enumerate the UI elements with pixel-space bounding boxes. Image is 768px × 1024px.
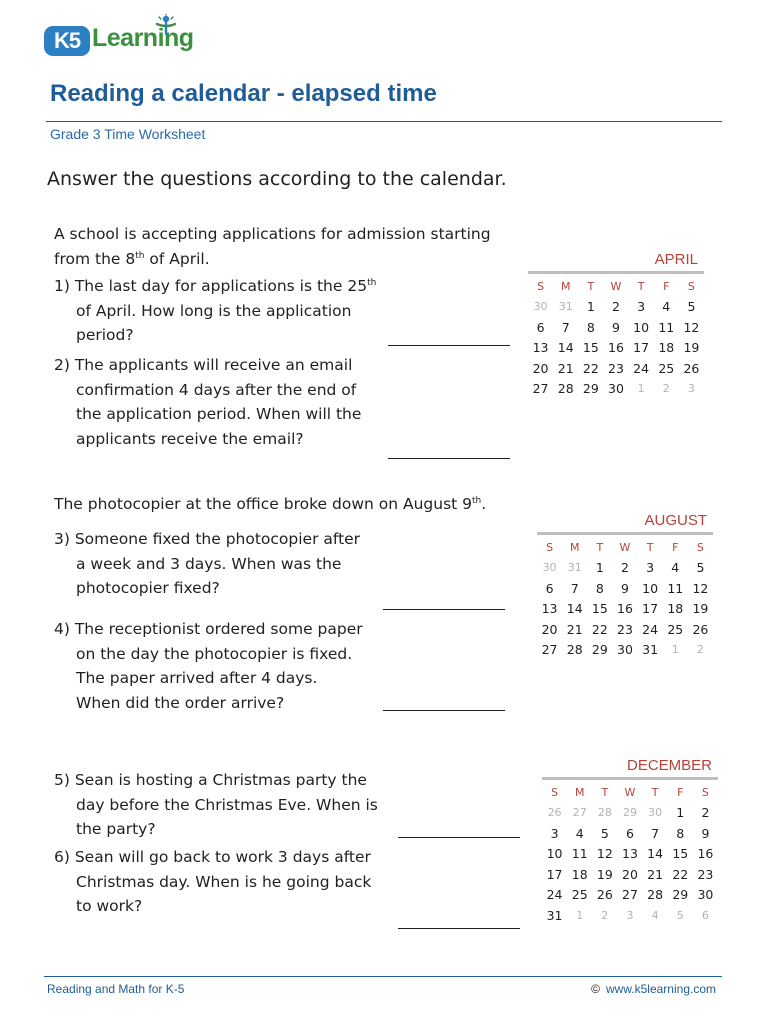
calendar-day: 27 [532,381,549,396]
calendar-day: 18 [571,866,588,882]
calendar-day: 28 [557,381,574,396]
calendar-day: 27 [541,642,558,657]
q3-line2: a week and 3 days. When was the [76,554,342,573]
calendar-day: 30 [617,642,633,657]
calendar-weekday: T [587,280,595,293]
calendar-day: 2 [621,560,629,575]
calendar-day: 21 [557,360,574,376]
calendar-weekday: S [687,280,695,293]
q3-line1: 3) Someone fixed the photocopier after [54,530,361,548]
calendar-day: 3 [550,825,559,841]
calendar-weekday: S [551,786,559,799]
calendar-day: 10 [546,846,563,861]
section1-intro [54,222,491,271]
answer-blank-5[interactable] [398,837,520,838]
calendar-divider [537,532,713,535]
q5-line1: 5) Sean is hosting a Christmas party the [54,771,367,789]
q2-line4: applicants receive the email? [76,429,304,448]
question-2 [54,353,361,451]
worksheet-subtitle: Grade 3 Time Worksheet [50,126,206,142]
calendar-day: 6 [545,580,554,596]
calendar-day-outside-month: 1 [671,643,679,656]
calendar-day: 23 [608,360,624,376]
section1-intro-line2: from the 8th of April. [54,249,210,268]
answer-blank-1[interactable] [388,345,510,346]
calendar-day: 10 [633,319,650,335]
calendar-day: 25 [658,360,675,376]
question-4 [54,617,363,715]
logo-wordmark: Learning [92,24,194,52]
calendar-day: 12 [683,319,700,335]
calendar-day: 13 [541,601,558,616]
calendar-day: 29 [672,887,689,902]
q1-line3: period? [76,326,134,344]
calendar-grid [537,538,713,661]
question-6 [54,845,371,919]
calendar-day: 7 [570,580,579,596]
calendar-day: 20 [532,360,549,376]
calendar-april [528,250,704,400]
calendar-day-outside-month: 26 [547,806,562,819]
calendar-day-outside-month: 3 [626,908,634,922]
calendar-day: 13 [622,846,638,861]
calendar-august [537,511,713,661]
calendar-day: 23 [617,621,633,637]
calendar-day: 15 [672,846,689,861]
q6-line2: Christmas day. When is he going back [76,872,372,891]
calendar-day-outside-month: 2 [601,908,609,922]
calendar-weekday: T [646,541,654,554]
calendar-day-outside-month: 29 [622,806,637,819]
calendar-day: 20 [622,866,638,882]
calendar-day: 24 [546,887,563,902]
q2-line3: the application period. When will the [76,405,362,423]
calendar-day: 14 [557,340,574,355]
footer-divider [44,976,722,977]
calendar-day: 3 [646,560,655,575]
calendar-weekday: F [677,786,684,799]
calendar-day: 6 [626,825,634,841]
calendar-day-outside-month: 3 [687,382,695,395]
calendar-day: 28 [566,642,583,657]
calendar-day: 26 [596,887,613,902]
calendar-grid [528,277,704,400]
calendar-weekday: T [596,541,604,554]
calendar-december [542,756,718,926]
question-3 [54,527,360,601]
calendar-day: 16 [608,340,624,355]
calendar-day: 15 [582,340,599,355]
q3-line3: photocopier fixed? [76,579,220,597]
calendar-day-outside-month: 2 [696,643,704,656]
logo-figure-icon [154,14,178,36]
calendar-day: 5 [687,299,696,314]
calendar-day: 11 [571,846,588,861]
calendar-day: 9 [621,580,629,596]
section1-intro-line1: A school is accepting applications for admission starting [54,225,491,243]
q4-line3: The paper arrived after 4 days. [76,669,318,687]
calendar-day-outside-month: 5 [676,908,684,922]
calendar-day: 1 [595,560,604,575]
footer-tagline: Reading and Math for K-5 [47,982,185,996]
calendar-weekday: M [574,786,585,799]
calendar-day: 29 [582,381,599,396]
calendar-day: 26 [692,621,709,637]
calendar-day: 8 [586,319,595,335]
calendar-day: 13 [532,340,549,355]
answer-blank-2[interactable] [388,458,510,459]
calendar-day: 11 [667,580,684,596]
q5-line2: day before the Christmas Eve. When is [76,795,378,814]
calendar-day: 30 [608,381,624,396]
calendar-day: 11 [658,319,675,335]
calendar-weekday: W [624,786,636,799]
footer-website[interactable] [591,982,716,996]
calendar-day: 9 [701,825,710,841]
calendar-weekday: S [546,541,554,554]
calendar-day: 24 [642,621,659,637]
calendar-day: 27 [622,887,638,902]
calendar-day: 16 [697,846,714,861]
q1-line2: of April. How long is the application [76,301,352,320]
calendar-weekday: T [637,280,645,293]
calendar-weekday: S [537,280,545,293]
calendar-day: 14 [647,846,664,861]
calendar-weekday: M [569,541,580,554]
answer-blank-3[interactable] [383,609,505,610]
q6-line3: to work? [76,897,143,915]
calendar-day: 31 [642,642,659,657]
calendar-day: 26 [683,360,700,376]
calendar-day: 1 [586,299,595,314]
calendar-day-outside-month: 27 [572,806,587,819]
calendar-day: 2 [701,805,710,820]
calendar-day: 19 [596,866,613,882]
calendar-weekday: F [672,541,679,554]
calendar-day-outside-month: 30 [542,561,557,574]
answer-blank-4[interactable] [383,710,505,711]
instructions: Answer the questions according to the calendar. [47,168,507,190]
k5-learning-logo [44,14,204,60]
calendar-day: 22 [591,621,608,637]
calendar-day: 5 [696,560,705,575]
question-1 [54,274,376,348]
calendar-day: 28 [647,887,664,902]
calendar-month-label: AUGUST [644,512,707,529]
calendar-day: 6 [536,319,545,335]
calendar-day: 14 [566,601,583,616]
calendar-day: 7 [561,319,570,335]
calendar-day: 3 [637,299,646,314]
calendar-weekday: S [696,541,704,554]
calendar-day: 10 [642,580,659,596]
calendar-day-outside-month: 1 [576,908,584,922]
calendar-day: 20 [541,621,558,637]
calendar-day: 29 [591,642,608,657]
q1-line1: 1) The last day for applications is the 25th [54,277,377,295]
calendar-day-outside-month: 2 [662,382,670,395]
calendar-day: 17 [633,340,650,355]
calendar-day: 19 [683,340,700,355]
calendar-weekday: T [651,786,659,799]
calendar-day-outside-month: 31 [558,300,573,313]
calendar-day: 21 [566,621,583,637]
calendar-day: 4 [662,299,671,314]
calendar-day: 17 [642,601,659,616]
copyright-icon: © [591,982,600,996]
calendar-day: 12 [692,580,709,596]
calendar-weekday: W [619,541,631,554]
calendar-day: 25 [667,621,684,637]
calendar-day-outside-month: 1 [637,382,645,395]
calendar-weekday: W [610,280,622,293]
calendar-day: 2 [612,299,620,314]
calendar-day: 7 [651,825,660,841]
calendar-day: 1 [676,805,685,820]
calendar-divider [528,271,704,274]
calendar-weekday: M [560,280,571,293]
calendar-grid [542,783,718,926]
question-5 [54,768,378,842]
calendar-day: 17 [546,866,563,882]
calendar-weekday: S [701,786,709,799]
calendar-day: 9 [612,319,620,335]
calendar-day: 8 [595,580,604,596]
calendar-weekday: F [663,280,670,293]
page-title: Reading a calendar - elapsed time [50,80,437,107]
calendar-day: 19 [692,601,709,616]
calendar-day: 16 [617,601,633,616]
calendar-day: 12 [596,846,613,861]
answer-blank-6[interactable] [398,928,520,929]
calendar-day: 24 [633,360,650,376]
calendar-month-label: APRIL [654,251,698,268]
q4-line4: When did the order arrive? [76,693,285,712]
calendar-day: 18 [658,340,675,355]
q6-line1: 6) Sean will go back to work 3 days after [54,848,371,866]
calendar-day-outside-month: 30 [648,806,663,819]
q4-line2: on the day the photocopier is fixed. [76,644,353,663]
q2-line1: 2) The applicants will receive an email [54,356,353,374]
calendar-day-outside-month: 31 [567,561,582,574]
calendar-day: 21 [647,866,664,882]
calendar-day-outside-month: 4 [651,908,659,922]
calendar-day: 30 [697,887,714,902]
q5-line3: the party? [76,820,156,838]
calendar-day-outside-month: 28 [597,806,612,819]
calendar-day: 25 [571,887,588,902]
q2-line2: confirmation 4 days after the end of [76,380,357,399]
calendar-day: 18 [667,601,684,616]
section2-intro: The photocopier at the office broke down on August 9th. [54,495,487,513]
calendar-weekday: T [601,786,609,799]
logo-mark: K5 [44,26,90,56]
calendar-day: 22 [582,360,599,376]
calendar-day: 23 [697,866,714,882]
calendar-day-outside-month: 6 [701,908,709,922]
calendar-day: 4 [671,560,680,575]
calendar-day: 15 [591,601,608,616]
calendar-divider [542,777,718,780]
calendar-day-outside-month: 30 [533,300,548,313]
calendar-day: 4 [575,825,584,841]
calendar-day: 22 [672,866,689,882]
title-divider [46,121,722,122]
calendar-day: 31 [546,907,563,923]
footer-website-link[interactable]: www.k5learning.com [605,982,716,996]
calendar-month-label: DECEMBER [626,757,712,774]
calendar-day: 5 [600,825,609,841]
q4-line1: 4) The receptionist ordered some paper [54,620,363,638]
calendar-day: 8 [676,825,685,841]
